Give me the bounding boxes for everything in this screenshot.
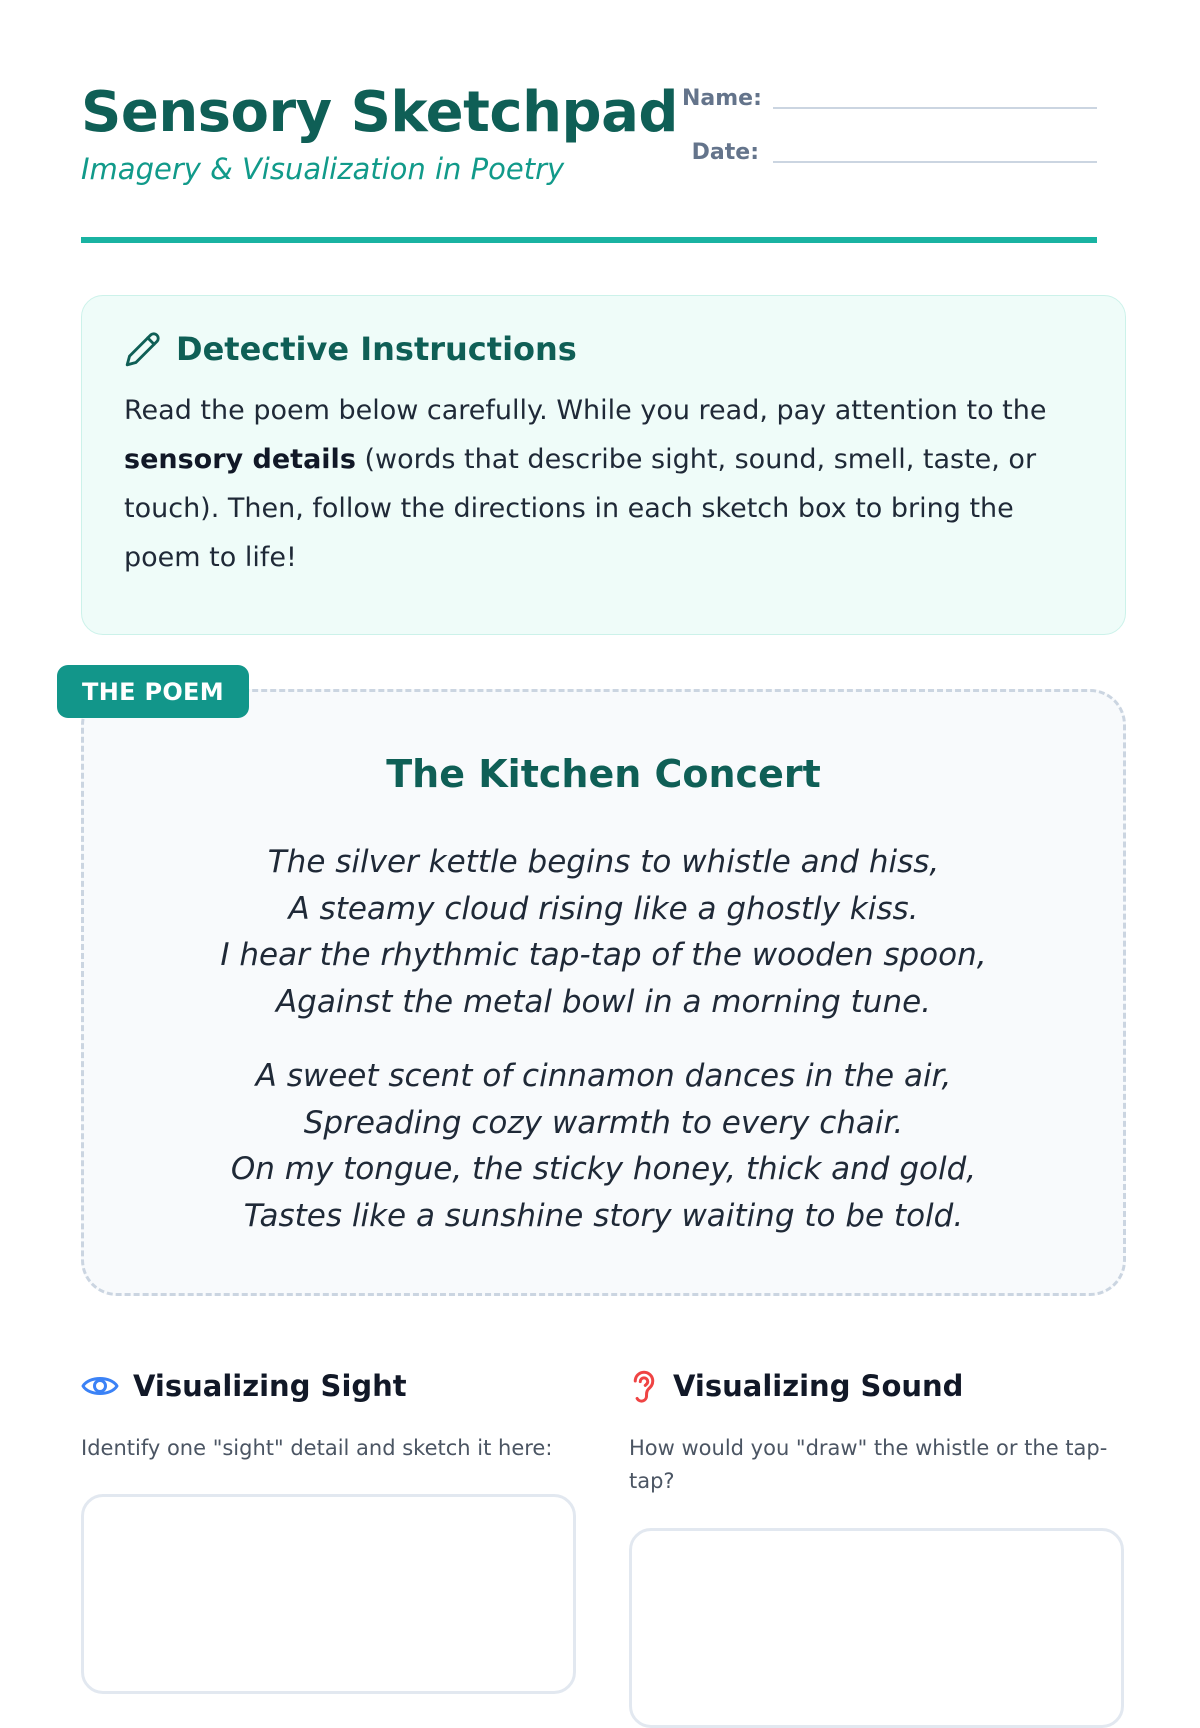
name-label: Name: (682, 86, 762, 111)
eye-icon (81, 1371, 119, 1401)
worksheet-header (81, 0, 1097, 243)
date-field-row (682, 140, 1097, 165)
page-subtitle: Imagery & Visualization in Poetry (81, 152, 565, 186)
sight-prompt: Identify one "sight" detail and sketch it here: (81, 1436, 553, 1460)
pencil-icon (124, 330, 162, 368)
sight-sketch-box[interactable] (81, 1494, 576, 1694)
poem-line: A sweet scent of cinnamon dances in the air, (255, 1058, 952, 1094)
poem-stanza-1 (84, 839, 1123, 1025)
poem-line: Tastes like a sunshine story waiting to be told. (243, 1197, 964, 1234)
poem-stanza-2 (84, 1053, 1123, 1239)
sound-heading-text: Visualizing Sound (673, 1369, 964, 1403)
poem-line: On my tongue, the sticky honey, thick and gold, (230, 1151, 977, 1187)
instructions-text-bold: sensory details (124, 444, 356, 475)
poem-box (81, 689, 1126, 1296)
poem-line: The silver kettle begins to whistle and hiss, (267, 844, 940, 880)
poem-line: I hear the rhythmic tap-tap of the wooden spoon, (220, 937, 987, 973)
poem-line: Against the metal bowl in a morning tune. (275, 983, 932, 1020)
instructions-heading (124, 330, 1085, 368)
instructions-box (81, 295, 1126, 635)
sight-heading (81, 1366, 576, 1406)
page-title: Sensory Sketchpad (81, 80, 678, 145)
date-line[interactable] (773, 161, 1097, 163)
sound-prompt: How would you "draw" the whistle or the tap-tap? (629, 1436, 1108, 1493)
sound-sketch-box[interactable] (629, 1528, 1124, 1728)
poem-line: A steamy cloud rising like a ghostly kiss. (288, 890, 919, 927)
date-label: Date: (691, 140, 759, 165)
poem-title: The Kitchen Concert (386, 752, 821, 796)
name-field-row (682, 86, 1097, 111)
sight-section (81, 1366, 576, 1465)
instructions-text-start: Read the poem below carefully. While you read, pay attention to the (124, 395, 1047, 426)
instructions-heading-text: Detective Instructions (176, 330, 577, 368)
sound-heading (629, 1366, 1124, 1406)
sight-heading-text: Visualizing Sight (133, 1369, 407, 1403)
poem-tag: THE POEM (57, 665, 249, 718)
instructions-text (124, 386, 1085, 582)
name-line[interactable] (773, 107, 1097, 109)
ear-icon (629, 1367, 659, 1405)
instructions-text-end: (words that describe sight, sound, smell, taste, or touch). Then, follow the directions in each sketch box to bring the poem to life! (124, 444, 1037, 573)
sound-section (629, 1366, 1124, 1498)
poem-line: Spreading cozy warmth to every chair. (303, 1104, 904, 1141)
